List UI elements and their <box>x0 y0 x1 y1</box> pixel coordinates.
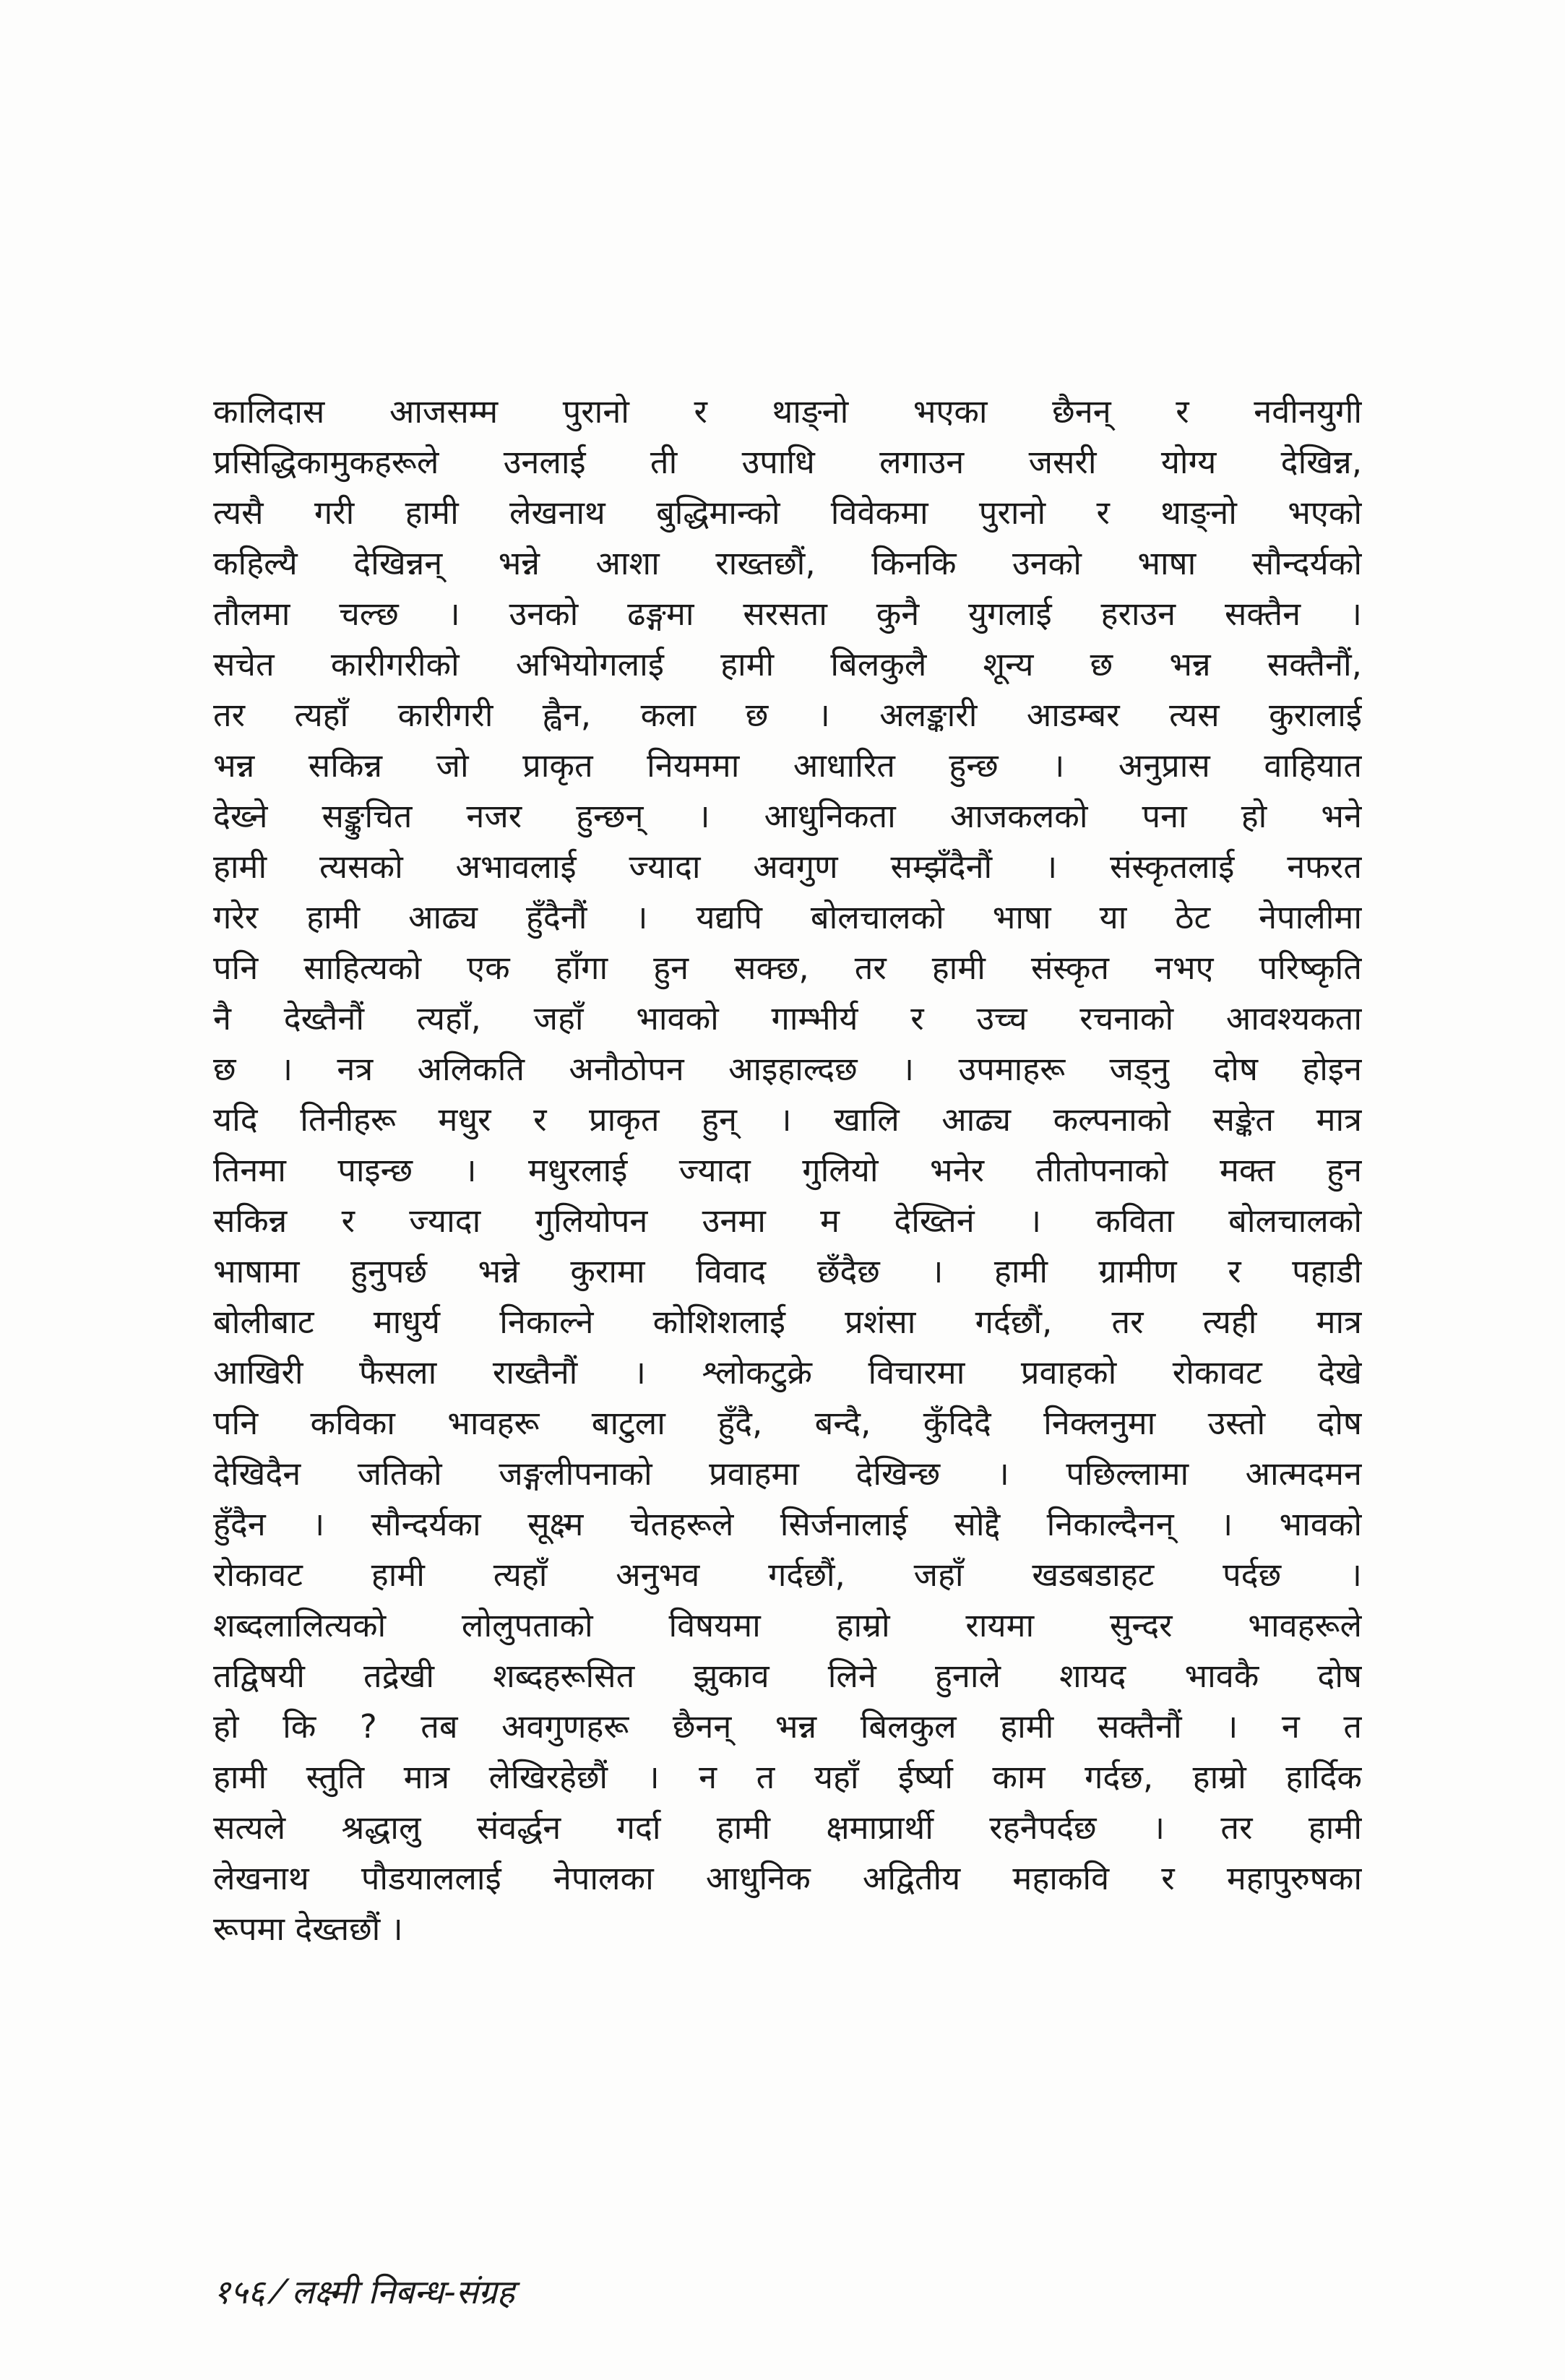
paragraph-line: नै देख्तैनौं त्यहाँ, जहाँ भावको गाम्भीर्य र उच्च रचनाको आवश्यकता <box>213 999 1362 1038</box>
paragraph-line: सकिन्न र ज्यादा गुलियोपन उनमा म देख्तिनं । कविता बोलचालको <box>213 1202 1362 1240</box>
paragraph-line: कहिल्यै देखिन्नन् भन्ने आशा राख्तछौं, किनकि उनको भाषा सौन्दर्यको <box>213 544 1362 582</box>
paragraph-line: यदि तिनीहरू मधुर र प्राकृत हुन् । खालि आढ्य कल्पनाको सङ्केत मात्र <box>213 1100 1362 1139</box>
paragraph-line: तद्विषयी तद्रेखी शब्दहरूसित झुकाव लिने हुनाले शायद भावकै दोष <box>213 1657 1362 1695</box>
paragraph-line: छ । नत्र अलिकति अनौठोपन आइहाल्दछ । उपमाहरू जड्नु दोष होइन <box>213 1050 1362 1088</box>
paragraph-line: भाषामा हुनुपर्छ भन्ने कुरामा विवाद छँदैछ । हामी ग्रामीण र पहाडी <box>213 1252 1362 1290</box>
paragraph-line: प्रसिद्धिकामुकहरूले उनलाई ती उपाधि लगाउन जसरी योग्य देखिन्न, <box>213 443 1362 481</box>
paragraph-line: हामी स्तुति मात्र लेखिरहेछौं । न त यहाँ ईर्ष्या काम गर्दछ, हाम्रो हार्दिक <box>213 1758 1362 1796</box>
paragraph-line: सचेत कारीगरीको अभियोगलाई हामी बिलकुलै शून्य छ भन्न सक्तैनौं, <box>213 645 1362 684</box>
paragraph-line: बोलीबाट माधुर्य निकाल्ने कोशिशलाई प्रशंसा गर्दछौं, तर त्यही मात्र <box>213 1303 1362 1341</box>
paragraph-line: पनि साहित्यको एक हाँगा हुन सक्छ, तर हामी संस्कृत नभए परिष्कृति <box>213 949 1362 987</box>
paragraph-line: त्यसै गरी हामी लेखनाथ बुद्धिमान्को विवेकमा पुरानो र थाङ्नो भएको <box>213 493 1362 532</box>
essay-paragraph <box>213 387 1362 1954</box>
paragraph-line: लेखनाथ पौडयाललाई नेपालका आधुनिक अद्वितीय महाकवि र महापुरुषका <box>213 1859 1362 1897</box>
paragraph-line: पनि कविका भावहरू बाटुला हुँदै, बन्दै, कुँदिदै निक्लनुमा उस्तो दोष <box>213 1404 1362 1442</box>
paragraph-line: शब्दलालित्यको लोलुपताको विषयमा हाम्रो रायमा सुन्दर भावहरूले <box>213 1606 1362 1644</box>
paragraph-line: हो कि ? तब अवगुणहरू छैनन् भन्न बिलकुल हामी सक्तैनौं । न त <box>213 1707 1362 1746</box>
paragraph-line: कालिदास आजसम्म पुरानो र थाङ्नो भएका छैनन् र नवीनयुगी <box>213 392 1362 431</box>
paragraph-line: रोकावट हामी त्यहाँ अनुभव गर्दछौं, जहाँ खडबडाहट पर्दछ । <box>213 1556 1362 1594</box>
paragraph-line: देख्ने सङ्कुचित नजर हुन्छन् । आधुनिकता आजकलको पना हो भने <box>213 797 1362 835</box>
page-footer: १५६ ⁄ लक्ष्मी निबन्ध-संग्रह <box>213 2272 515 2311</box>
paragraph-line: देखिदैन जतिको जङ्गलीपनाको प्रवाहमा देखिन्छ । पछिल्लामा आत्मदमन <box>213 1454 1362 1493</box>
paragraph-line: भन्न सकिन्न जो प्राकृत नियममा आधारित हुन्छ । अनुप्रास वाहियात <box>213 746 1362 785</box>
paragraph-line: हुँदैन । सौन्दर्यका सूक्ष्म चेतहरूले सिर्जनालाई सोद्दै निकाल्दैनन् । भावको <box>213 1505 1362 1543</box>
paragraph-line: तौलमा चल्छ । उनको ढङ्गमा सरसता कुनै युगलाई हराउन सक्तैन । <box>213 595 1362 633</box>
paragraph-line: तर त्यहाँ कारीगरी ह्वैन, कला छ । अलङ्कारी आडम्बर त्यस कुरालाई <box>213 696 1362 734</box>
paragraph-line: सत्यले श्रद्धालु संवर्द्धन गर्दा हामी क्षमाप्रार्थी रहनैपर्दछ । तर हामी <box>213 1808 1362 1847</box>
paragraph-line: रूपमा देख्तछौं । <box>213 1910 403 1948</box>
paragraph-line: हामी त्यसको अभावलाई ज्यादा अवगुण सम्झँदैनौं । संस्कृतलाई नफरत <box>213 848 1362 886</box>
paragraph-line: तिनमा पाइन्छ । मधुरलाई ज्यादा गुलियो भनेर तीतोपनाको मक्त हुन <box>213 1151 1362 1189</box>
paragraph-line: आखिरी फैसला राख्तैनौं । श्लोकटुक्रे विचारमा प्रवाहको रोकावट देखे <box>213 1353 1362 1392</box>
paragraph-line: गरेर हामी आढ्य हुँदैनौं । यद्यपि बोलचालको भाषा या ठेट नेपालीमा <box>213 898 1362 936</box>
